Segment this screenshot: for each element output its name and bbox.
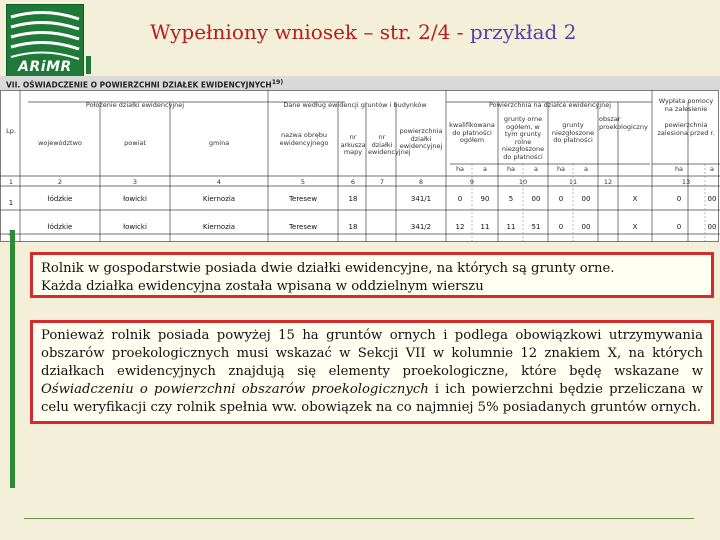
row-eligible-a: 90 [480, 195, 490, 203]
col-number: 8 [418, 178, 424, 186]
row-plot-number: 341/1 [410, 195, 432, 203]
row-unreported-a: 00 [581, 223, 591, 231]
row-eligible-ha: 0 [457, 195, 463, 203]
row-eco-mark: X [632, 195, 638, 203]
row-sheet: 18 [348, 223, 358, 231]
col-number: 2 [57, 178, 63, 186]
row-sheet: 18 [348, 195, 358, 203]
group-header-registry: Dane według ewidencji gruntów i budynków [283, 101, 427, 109]
row-eco-mark: X [632, 223, 638, 231]
logo-text: ARiMR [18, 59, 72, 75]
col-number: 5 [300, 178, 306, 186]
unit-a: a [584, 165, 588, 173]
col-number: 9 [469, 178, 475, 186]
unit-ha: ha [506, 165, 516, 173]
form-section-vii [0, 76, 720, 242]
row-lp: 1 [8, 199, 14, 207]
col-header-plot: nr działki ewidencyjnej [368, 133, 411, 156]
row-precinct: Teresew [288, 195, 318, 203]
callout-line: Każda działka ewidencyjna została wpisana w oddzielnym wierszu [41, 279, 484, 294]
row-arable-a: 51 [531, 223, 541, 231]
row-arable-ha: 11 [506, 223, 516, 231]
callout-eco-area-info [30, 320, 714, 424]
row-commune: Kiernozia [202, 223, 236, 231]
title-accent: przykład 2 [469, 20, 577, 44]
title-main: Wypełniony wniosek – str. 2/4 - [150, 20, 470, 44]
col-header-eco-area: obszar proekologiczny [599, 115, 648, 131]
row-commune: Kiernozia [202, 195, 236, 203]
row-voivodeship: łódzkie [47, 223, 73, 231]
unit-ha: ha [455, 165, 465, 173]
callout-plots-info [30, 252, 714, 298]
row-unreported-ha: 0 [558, 195, 564, 203]
col-number: 1 [8, 178, 14, 186]
unit-ha: ha [674, 165, 684, 173]
col-header-precinct: nazwa obrębu ewidencyjnego [279, 131, 329, 147]
col-number: 13 [681, 178, 691, 186]
row-precinct: Teresew [288, 223, 318, 231]
page-title [150, 20, 576, 44]
col-header-sheet: nr arkusza mapy [340, 133, 366, 156]
form-grid [0, 90, 720, 242]
accent-bar [86, 56, 91, 74]
group-header-area: Powierzchnia na działce ewidencyjnej [488, 101, 612, 109]
col-header-plot-area: powierzchnia działki ewidencyjnej [399, 127, 443, 150]
unit-a: a [534, 165, 538, 173]
row-unreported-a: 00 [581, 195, 591, 203]
callout-italic-text: Oświadczeniu o powierzchni obszarów proekologicznych [41, 382, 429, 397]
col-number: 12 [603, 178, 613, 186]
col-number: 4 [216, 178, 222, 186]
col-number: 3 [132, 178, 138, 186]
callout-text: i ich powierzchni będzie przeliczana w celu weryfikacji czy rolnik spełnia ww. obowiązek na co najmniej 5% posiadanych gruntów ornych. [41, 382, 704, 415]
left-accent-rule [10, 230, 15, 488]
col-number: 11 [568, 178, 578, 186]
row-afforested-a: 00 [707, 223, 717, 231]
arimr-logo [6, 4, 84, 78]
row-county: łowicki [123, 223, 147, 231]
col-number: 7 [379, 178, 385, 186]
unit-a: a [710, 165, 714, 173]
unit-a: a [483, 165, 487, 173]
col-header-commune: gmina [208, 139, 230, 147]
group-header-location: Położenie działki ewidencyjnej [85, 101, 185, 109]
unit-ha: ha [556, 165, 566, 173]
row-afforested-ha: 0 [676, 195, 682, 203]
callout-text: Ponieważ rolnik posiada powyżej 15 ha gruntów ornych i podlega obowiązkowi utrzymywania obszarów proekologicznych musi wskazać w Sekcji VII w kolumnie 12 znakiem X, na których działkach ewidencyjnych znajdują się elementy proekologiczne, które będę wskazane w [41, 328, 703, 379]
col-number: 6 [350, 178, 356, 186]
col-header-arable: grunty orne ogółem, w tym grunty rolne niezgłoszone do płatności [501, 115, 545, 161]
section-header [0, 76, 720, 90]
col-header-unreported: grunty niezgłoszone do płatności [551, 121, 595, 144]
row-unreported-ha: 0 [558, 223, 564, 231]
col-number: 10 [518, 178, 528, 186]
row-eligible-ha: 12 [455, 223, 465, 231]
row-county: łowicki [123, 195, 147, 203]
col-header-voivodeship: województwo [38, 139, 82, 147]
col-header-lp: Lp. [6, 127, 16, 135]
col-header-county: powiat [124, 139, 146, 147]
row-plot-number: 341/2 [410, 223, 432, 231]
col-header-eligible: kwalifikowana do płatności ogółem [449, 121, 495, 144]
footer-divider [24, 518, 694, 519]
row-voivodeship: łódzkie [47, 195, 73, 203]
callout-line: Rolnik w gospodarstwie posiada dwie działki ewidencyjne, na których są grunty orne. [41, 261, 615, 276]
row-afforested-ha: 0 [676, 223, 682, 231]
row-arable-a: 00 [531, 195, 541, 203]
group-header-afforestation: Wypłata pomocy na zalesienie [658, 97, 714, 113]
row-eligible-a: 11 [480, 223, 490, 231]
row-arable-ha: 5 [508, 195, 514, 203]
section-sup: 19) [271, 79, 284, 86]
section-title: VII. OŚWIADCZENIE O POWIERZCHNI DZIAŁEK EWIDENCYJNYCH [6, 80, 272, 90]
col-header-afforested: powierzchnia zalesiona przed r. [657, 121, 715, 137]
row-afforested-a: 00 [707, 195, 717, 203]
